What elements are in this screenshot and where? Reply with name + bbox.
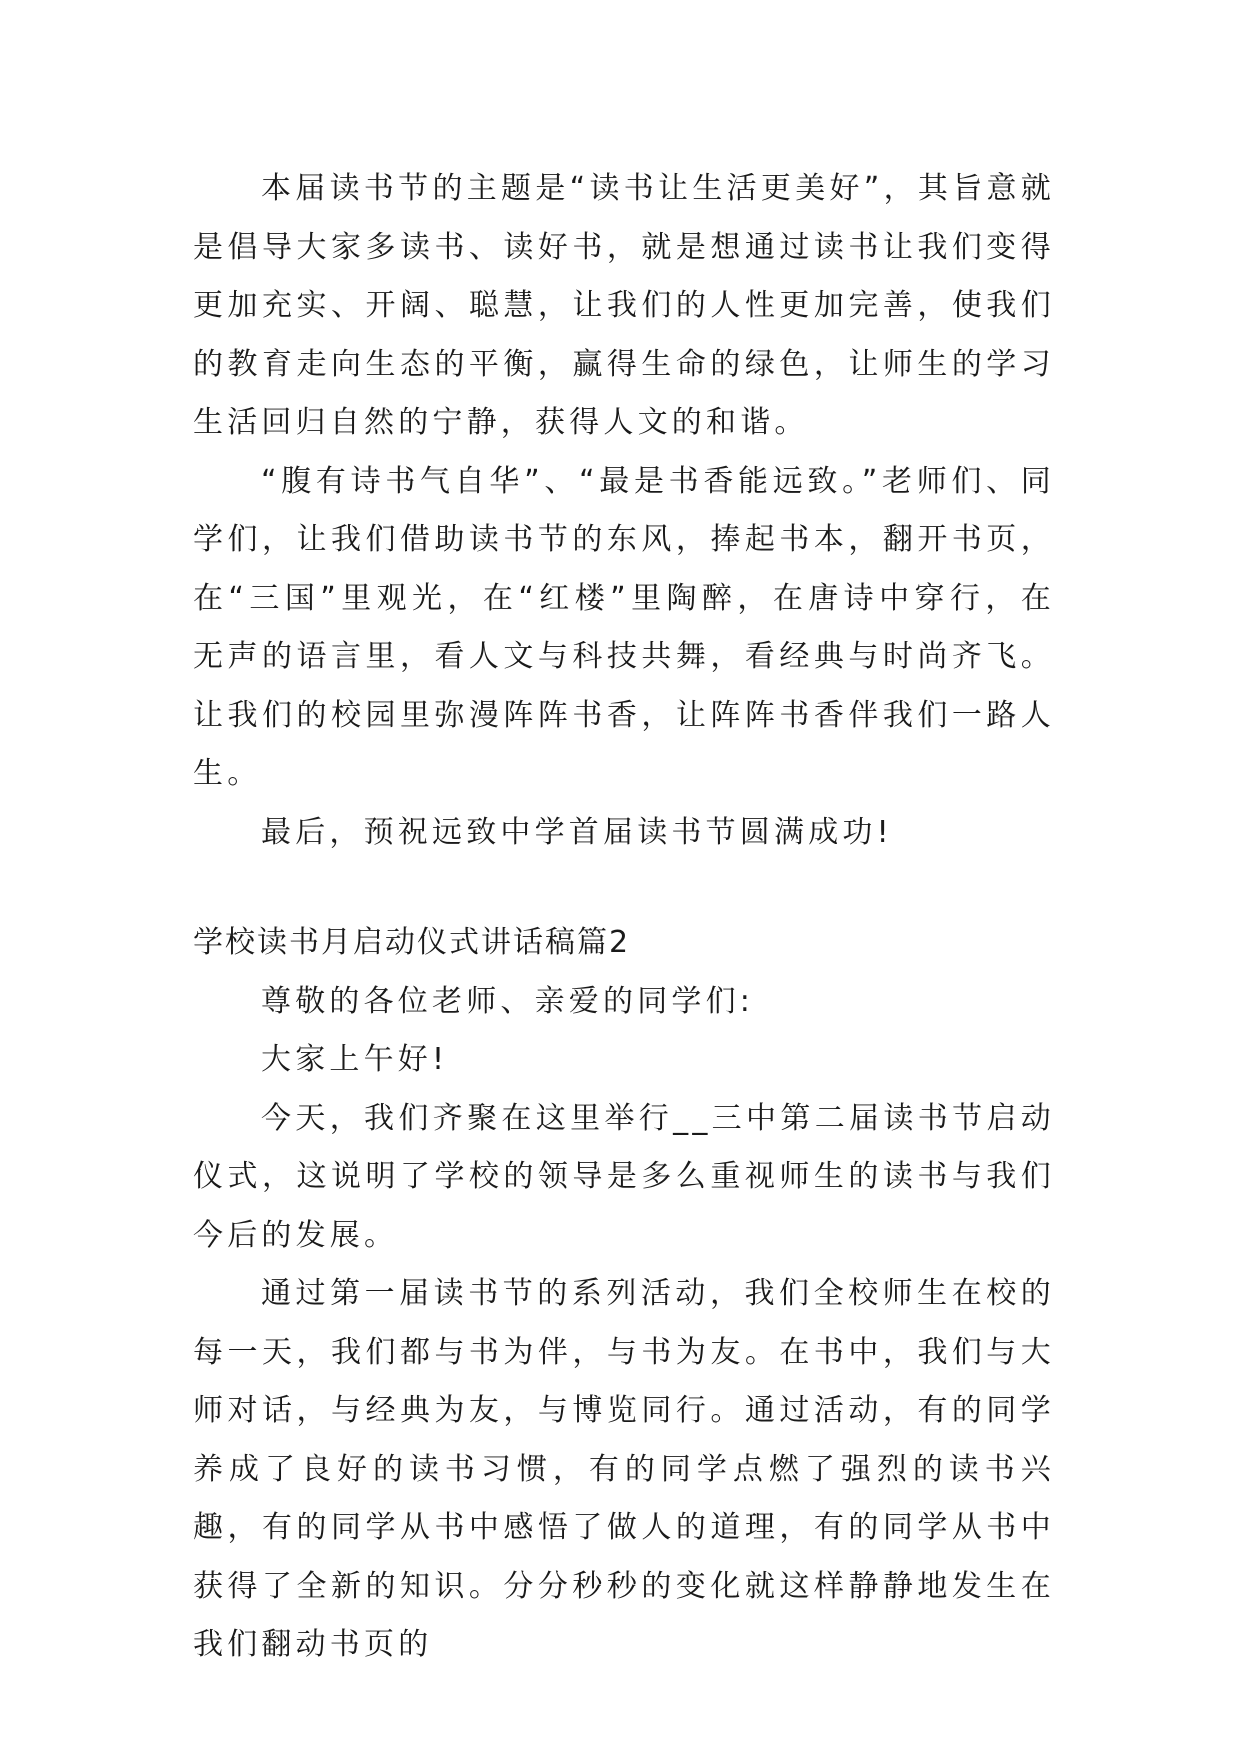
paragraph-greeting: 大家上午好!	[261, 1042, 449, 1077]
paragraph-first-festival: 通过第一届读书节的系列活动，我们全校师生在校的每一天，我们都与书为伴，与书为友。在书中，我们与大师对话，与经典为友，与博览同行。通过活动，有的同学养成了良好的读书习惯，有的同学点燃了强烈的读书兴趣，有的同学从书中感悟了做人的道理，有的同学从书中获得了全新的知识。分分秒秒的变化就这样静静地发生在我们翻动书页的	[193, 1276, 1055, 1662]
paragraph-poetry-quote: “腹有诗书气自华”、“最是书香能远致。”老师们、同学们，让我们借助读书节的东风，捧起书本，翻开书页，在“三国”里观光，在“红楼”里陶醉，在唐诗中穿行，在无声的语言里，看人文与科技共舞，看经典与时尚齐飞。让我们的校园里弥漫阵阵书香，让阵阵书香伴我们一路人生。	[193, 463, 1055, 791]
paragraph-closing-wish: 最后，预祝远致中学首届读书节圆满成功!	[261, 814, 893, 850]
document-body	[193, 160, 1055, 1675]
paragraph-today: 今天，我们齐聚在这里举行__三中第二届读书节启动仪式，这说明了学校的领导是多么重视师生的读书与我们今后的发展。	[193, 1100, 1055, 1253]
paragraph-theme: 本届读书节的主题是“读书让生活更美好”，其旨意就是倡导大家多读书、读好书，就是想通过读书让我们变得更加充实、开阔、聪慧，让我们的人性更加完善，使我们的教育走向生态的平衡，赢得生命的绿色，让师生的学习生活回归自然的宁静，获得人文的和谐。	[193, 171, 1055, 440]
section-heading: 学校读书月启动仪式讲话稿篇2	[193, 925, 631, 960]
paragraph-salutation: 尊敬的各位老师、亲爱的同学们:	[261, 983, 755, 1019]
